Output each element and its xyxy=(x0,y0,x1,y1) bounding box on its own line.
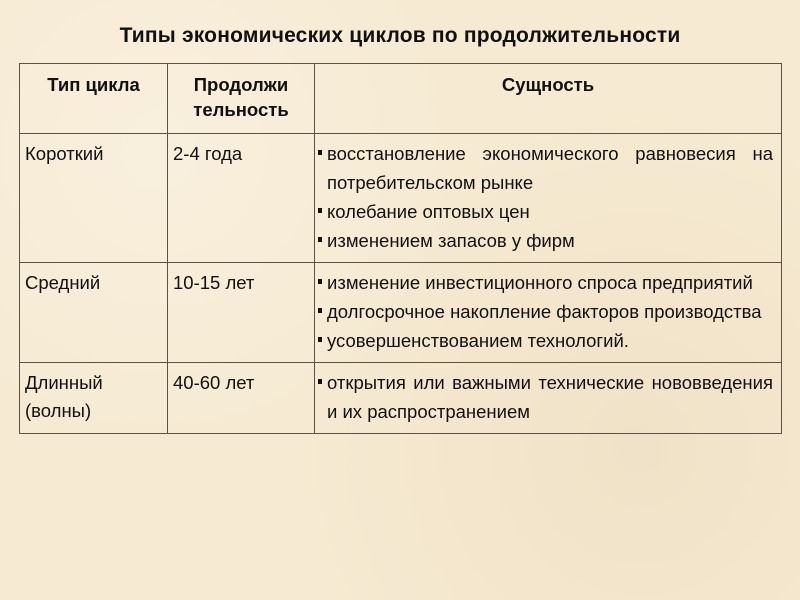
list-item xyxy=(317,139,773,197)
cell-cycle-type xyxy=(20,363,168,434)
cell-cycle-type xyxy=(20,263,168,363)
economic-cycles-table xyxy=(19,63,782,434)
list-item-text: усовершенствованием технологий. xyxy=(327,330,629,351)
cycle-type-label: Средний xyxy=(25,272,101,293)
list-item-text: колебание оптовых цен xyxy=(327,201,530,222)
list-item-text: изменением запасов у фирм xyxy=(327,230,575,251)
cell-cycle-type xyxy=(20,134,168,263)
bullet-icon xyxy=(318,208,322,213)
cell-duration: 10-15 лет xyxy=(168,263,315,363)
table-header-row xyxy=(20,64,782,134)
list-item xyxy=(317,297,773,326)
bullet-icon xyxy=(318,237,322,242)
slide-title: Типы экономических циклов по продолжительности xyxy=(119,24,681,47)
list-item xyxy=(317,326,773,355)
cell-essence xyxy=(315,263,782,363)
cycle-type-sublabel: (волны) xyxy=(25,400,92,421)
list-item-text: открытия или важными технические нововведения и их распространением xyxy=(327,372,773,422)
header-duration xyxy=(168,64,315,134)
cycle-type-label: Короткий xyxy=(25,143,104,164)
bullet-icon xyxy=(318,379,322,384)
table-row xyxy=(20,134,782,263)
list-item xyxy=(317,268,773,297)
bullet-icon xyxy=(318,150,322,155)
list-item-text: восстановление экономического равновесия на потребительском рынке xyxy=(327,143,773,193)
bullet-icon xyxy=(318,279,322,284)
header-essence: Сущность xyxy=(315,64,782,134)
list-item xyxy=(317,197,773,226)
header-duration-line2: тельность xyxy=(193,99,289,120)
table-row xyxy=(20,363,782,434)
cell-essence xyxy=(315,363,782,434)
bullet-icon xyxy=(318,308,322,313)
cycle-type-label: Длинный xyxy=(25,372,103,393)
cell-duration: 40-60 лет xyxy=(168,363,315,434)
header-duration-line1: Продолжи xyxy=(193,74,289,95)
list-item xyxy=(317,226,773,255)
list-item-text: долгосрочное накопление факторов производства xyxy=(327,301,762,322)
cell-duration: 2-4 года xyxy=(168,134,315,263)
cell-essence xyxy=(315,134,782,263)
bullet-icon xyxy=(318,337,322,342)
list-item xyxy=(317,368,773,426)
header-cycle-type: Тип цикла xyxy=(20,64,168,134)
list-item-text: изменение инвестиционного спроса предприятий xyxy=(327,272,753,293)
table-row xyxy=(20,263,782,363)
